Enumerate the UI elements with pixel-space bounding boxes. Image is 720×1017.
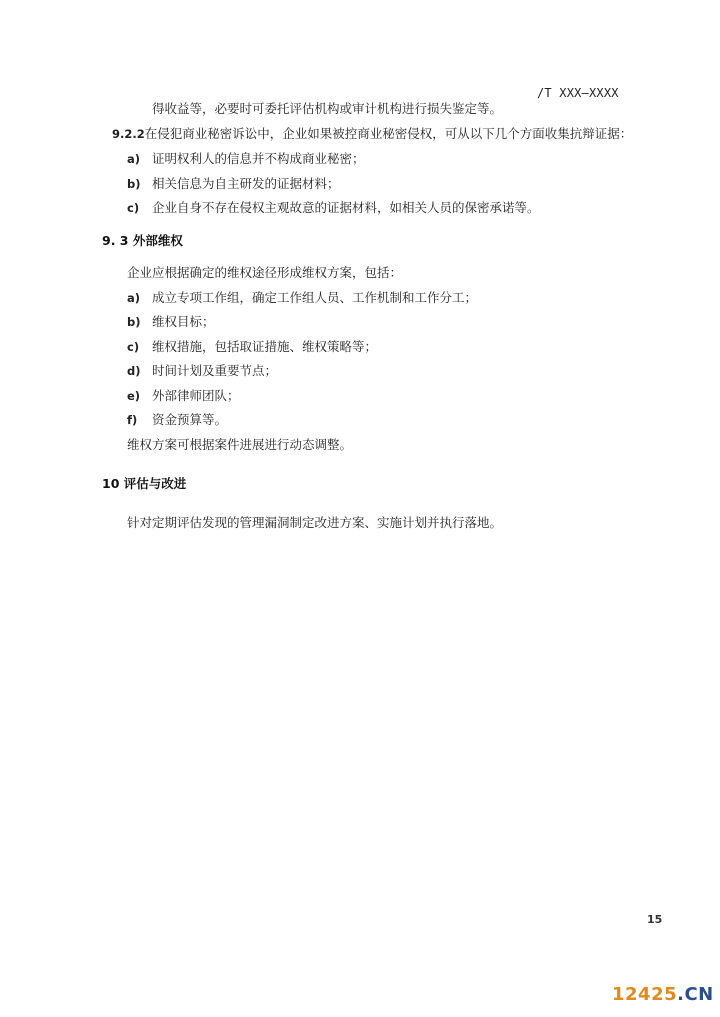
watermark-suffix: .CN	[677, 984, 714, 1005]
section-body-text: 针对定期评估发现的管理漏洞制定改进方案、实施计划并执行落地。	[127, 515, 503, 530]
section-intro-text: 企业应根据确定的维权途径形成维权方案，包括：	[127, 265, 403, 280]
list-item: 相关信息为自主研发的证据材料；	[152, 176, 340, 191]
list-marker: a)	[127, 291, 141, 305]
clause-text: 在侵犯商业秘密诉讼中，企业如果被控商业秘密侵权，可从以下几个方面收集抗辩证据：	[144, 126, 633, 141]
section-heading: 9. 3 外部维权	[102, 233, 183, 248]
list-marker: f)	[127, 413, 138, 427]
clause-9-2-2	[112, 125, 632, 143]
list-item: 企业自身不存在侵权主观故意的证据材料，如相关人员的保密承诺等。	[152, 200, 540, 215]
standard-code-header: /T XXX—XXXX	[537, 86, 619, 100]
list-marker: e)	[127, 389, 141, 403]
site-watermark-logo	[612, 984, 714, 1005]
list-item: 成立专项工作组，确定工作组人员、工作机制和工作分工；	[152, 290, 478, 305]
intro-continuation-text: 得收益等，必要时可委托评估机构或审计机构进行损失鉴定等。	[152, 101, 503, 116]
list-marker: b)	[127, 177, 141, 191]
list-marker: d)	[127, 364, 141, 378]
list-item: 外部律师团队；	[152, 388, 240, 403]
list-marker: a)	[127, 152, 141, 166]
list-item: 维权措施，包括取证措施、维权策略等；	[152, 339, 378, 354]
list-marker: c)	[127, 201, 140, 215]
clause-number: 9.2.2	[112, 127, 145, 141]
page-number: 15	[647, 913, 663, 926]
watermark-main: 12425	[612, 984, 678, 1005]
list-marker: b)	[127, 315, 141, 329]
list-item: 时间计划及重要节点；	[152, 363, 278, 378]
list-item: 证明权利人的信息并不构成商业秘密；	[152, 151, 365, 166]
section-heading: 10 评估与改进	[102, 476, 187, 491]
section-closing-text: 维权方案可根据案件进展进行动态调整。	[127, 437, 353, 452]
list-marker: c)	[127, 340, 140, 354]
list-item: 维权目标；	[152, 314, 215, 329]
list-item: 资金预算等。	[152, 412, 228, 427]
